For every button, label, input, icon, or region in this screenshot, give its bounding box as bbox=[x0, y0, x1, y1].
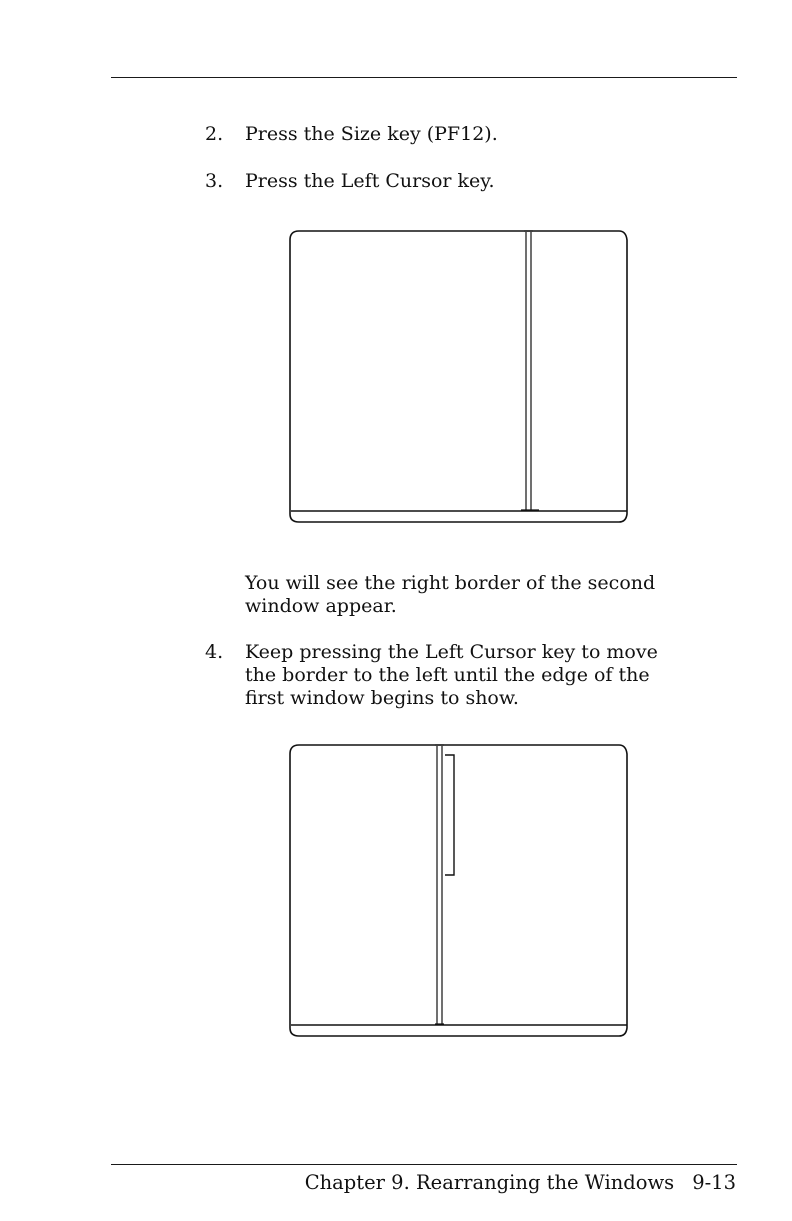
screen-illustration-1 bbox=[287, 228, 629, 524]
screen-illustration-2 bbox=[287, 742, 629, 1038]
note-paragraph bbox=[245, 572, 725, 618]
step-text: Press the Left Cursor key. bbox=[245, 170, 495, 192]
step-line: Keep pressing the Left Cursor key to move bbox=[245, 641, 658, 663]
first-window-edge bbox=[445, 755, 454, 875]
screen-drawing-2 bbox=[287, 742, 629, 1038]
step-line: first window begins to show. bbox=[245, 687, 519, 709]
step-number: 2. bbox=[205, 123, 224, 145]
step-text: Press the Size key (PF12). bbox=[245, 123, 498, 145]
screen-drawing-1 bbox=[287, 228, 629, 524]
bottom-rule bbox=[111, 1164, 737, 1165]
screen-outline bbox=[290, 231, 627, 522]
page-number: 9-13 bbox=[692, 1171, 736, 1194]
step-line: the border to the left until the edge of the bbox=[245, 664, 650, 686]
top-rule bbox=[111, 77, 737, 78]
screen-outline bbox=[290, 745, 627, 1036]
step-text bbox=[245, 641, 725, 710]
chapter-title: Chapter 9. Rearranging the Windows bbox=[304, 1171, 675, 1194]
step-number: 4. bbox=[205, 641, 224, 663]
step-number: 3. bbox=[205, 170, 224, 192]
note-line: You will see the right border of the second bbox=[245, 572, 656, 594]
note-line: window appear. bbox=[245, 595, 397, 617]
page-footer bbox=[305, 1171, 736, 1195]
